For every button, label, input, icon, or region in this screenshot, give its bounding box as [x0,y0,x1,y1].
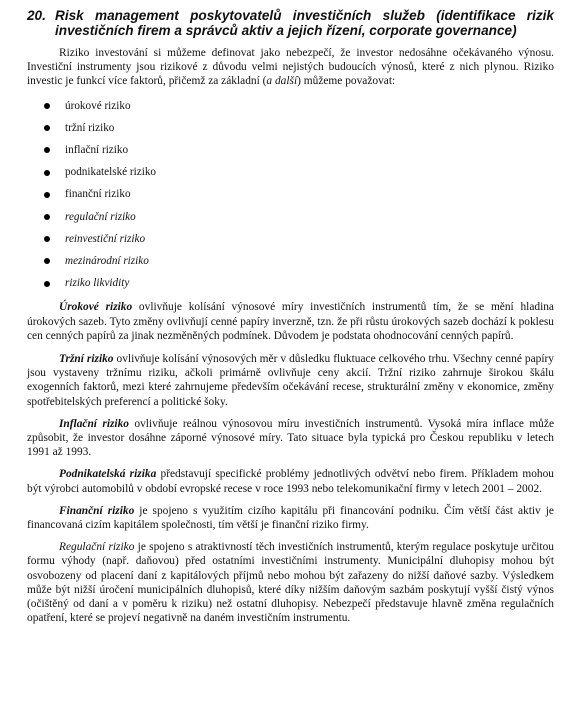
paragraph-text: je spojeno s využitím cizího kapitálu při financování podniku. Čím větší část aktiv je financovaná cizím kapitálem společnosti, tím větší je finanční riziko firmy. [27,504,554,531]
term-business-risk: Podnikatelská rizika [59,468,157,481]
list-item: úrokové riziko [27,95,554,117]
term-interest-rate-risk: Úrokové riziko [59,301,133,314]
intro-italic-text: a další [266,75,298,88]
paragraph-inflation-risk [27,417,554,460]
paragraph-market-risk [27,352,554,409]
paragraph-text: představují specifické problémy jednotlivých odvětví nebo firem. Příkladem mohou být výrobci automobilů v období evropské recese v roce 1993 nebo telekomunikační firmy v letech 2001 – 2002. [27,468,554,495]
term-regulatory-risk: Regulační riziko [59,541,135,554]
section-title: Risk management poskytovatelů investičních služeb (identifikace rizik investičních firem a správců aktiv a jejich řízení, corporate governance) [55,8,554,38]
risk-list [27,95,554,295]
paragraph-text: ovlivňuje reálnou výnosovou míru investičních instrumentů. Vysoká míra inflace může způsobit, že investor dosáhne záporné výnosové míry. Tato situace byla typická pro Českou republiku v letech 1991 až 1993. [27,417,554,459]
list-item: regulační riziko [27,206,554,228]
intro-text-end: ) můžeme považovat: [297,75,396,88]
section-heading [27,8,554,38]
paragraph-financial-risk [27,504,554,532]
intro-paragraph [27,46,554,89]
paragraph-business-risk [27,467,554,495]
list-item: inflační riziko [27,139,554,161]
paragraph-text: je spojeno s atraktivností těch investičních instrumentů, kterým regulace poskytuje určitou formu výhody (např. daňovou) před ostatními investičními instrumenty. Municipální dluhopisy mohou být osvobozeny od placení daní z kapitálových příjmů nebo mohou být zařazeny do nižší daňové sazby. Výsledkem může být nižší úročení municipálních dluhopisů, které díky nižším daňovým sazbám poskytují vyšší čistý výnos (očištěný od daní a v poměru k riziku) než ostatní dluhopisy. Nebezpečí představuje hlavně změna regulačních opatření, které se projeví negativně na daném investičním instrumentu. [27,541,554,625]
intro-text-start: Riziko investování si můžeme definovat jako nebezpečí, že investor nedosáhne očekávaného výnosu. Investiční instrumenty jsou rizikové z důvodu velmi nejistých budoucích výnosů, které z nich plynou. Riziko investic je funkcí více faktorů, přičemž za základní ( [27,47,554,88]
list-item: podnikatelské riziko [27,161,554,183]
paragraph-interest-rate-risk [27,300,554,343]
list-item: tržní riziko [27,117,554,139]
term-market-risk: Tržní riziko [59,352,114,365]
section-number: 20. [27,8,46,23]
paragraph-text: ovlivňuje kolísání výnosových měr v důsledku fluktuace celkového trhu. Všechny cenné papíry jsou vystaveny tržnímu riziku, ačkoli primárně ovlivňuje ceny akcií. Tržní riziko zahrnuje širokou škálu exogenních faktorů, mezi které zahrnujeme především očekávání recese, strukturální změny v ekonomice, změny spotřebitelských preferencí a politické šoky. [27,352,554,408]
list-item: reinvestiční riziko [27,228,554,250]
list-item: riziko likvidity [27,272,554,294]
paragraph-regulatory-risk [27,540,554,625]
term-financial-risk: Finanční riziko [59,504,135,517]
term-inflation-risk: Inflační riziko [59,417,129,430]
paragraph-text: ovlivňuje kolísání výnosové míry investičních instrumentů tím, že se mění hladina úrokových sazeb. Tyto změny ovlivňují cenné papíry inverzně, tzn. že při růstu úrokových sazeb dochází k poklesu cen cenných papírů za jinak nezměněných podmínek. Důvodem je podstata ohodnocování cenných papírů. [27,301,554,342]
list-item: mezinárodní riziko [27,250,554,272]
list-item: finanční riziko [27,183,554,205]
